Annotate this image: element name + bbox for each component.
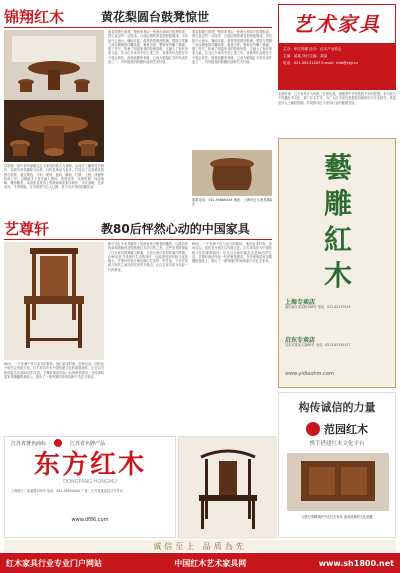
dongfang-sub: DONGFANG HONGMU	[63, 479, 117, 485]
section1-furniture-photo	[4, 30, 104, 100]
masthead-meta2: 主编：某某 执行主编：某某	[283, 54, 328, 58]
dongfang-badge1: 江苏省著名商标	[11, 440, 47, 447]
section1-photo-3	[192, 150, 272, 196]
cabinet-photo-icon	[287, 453, 389, 511]
section1-body-left: 以乾隆一批中美华丽赋宝红木家具的款式为基础，以纯手工雕刻技艺制作，以现代审美趣味为标准，以传世珍品为追求，打造出了这套黄花梨圆台鼓凳。通过精选、开料、配料、刨料、雕刻、打磨、上蜡、烫蜡等传统工序，以精湛木工技艺融入整体，造型优美、比例协调、线条流畅、雕刻精美。本套家具采用上等海南黄花梨木制作，木纹清晰，色泽光亮，手感细腻，宝木的香气沁人心脾，是不可多得的收藏佳品。	[4, 164, 104, 190]
section2-body-right: 80后，一个充满个性与活力的群体，他们追求时尚、崇尚自由，同时也开始关注传统文化。红木家具作为中国传统文化的重要载体，正在以全新的姿态走进80后的生活。艺尊轩深谙年轻一代的审美需求，在传承明清家具精髓的基础上，推出了一系列简约时尚的新中式红木家具。	[192, 242, 272, 264]
section2-headline: 教80后怦然心动的中国家具	[101, 221, 250, 236]
yidiao-ad-title	[279, 145, 397, 299]
yuanmu-photo	[287, 453, 387, 511]
masthead-col-text: 本期导读：红木家具作为传统工艺的结晶，凝聚着中华民族数千年的智慧。本刊致力于传播红木文化，推广红木艺术，为广大红木爱好者提供权威资讯与专业指导。欢迎业内人士踊跃投稿，共同推动红木家具行业的健康发展。	[278, 92, 396, 105]
section1-label: 锦翔红木	[4, 7, 65, 26]
section1-rule	[4, 27, 272, 28]
dongfang-web[interactable]: www.df86.com	[71, 517, 109, 523]
masthead-meta-bar	[279, 43, 395, 89]
svg-text:紅: 紅	[323, 223, 353, 256]
footer-middle: 中国红木艺术家具网	[174, 558, 247, 568]
footer-url[interactable]: www.sh1800.net	[318, 558, 394, 568]
dongfang-seal-icon	[54, 439, 62, 447]
armchair-icon	[4, 242, 104, 360]
dongfang-thumb	[178, 436, 276, 538]
yidiao-addr2-label: 启东专卖店	[285, 337, 316, 344]
yuanmu-ad	[278, 392, 396, 538]
yidiao-addr1-detail: 浦东新区某某路188号 电话：021-62279155	[285, 305, 351, 309]
yidiao-addr2-detail: 启东市某某大道88号 电话：0513-83781417	[285, 343, 351, 347]
svg-text:藝: 藝	[323, 151, 353, 184]
svg-text:木: 木	[323, 259, 353, 292]
section1-contact: 联系电话：021-5988XXXX 地址：上海市红木家具城A区	[192, 198, 272, 207]
section2-header	[4, 218, 274, 238]
section1-header	[4, 6, 274, 26]
yuanmu-brand: 范园红木	[324, 423, 368, 436]
yidiao-web[interactable]: www.yidiaohm.com	[285, 371, 334, 377]
svg-text:雕: 雕	[323, 187, 353, 220]
dongfang-name: 东方红木	[33, 450, 146, 480]
yidiao-logo	[279, 145, 397, 295]
stool-closeup-icon	[192, 150, 272, 196]
footer-bar	[0, 553, 400, 573]
dongfang-addr: 上海展厅：某某路109号 电话：021-5859XXXX 厂址：江苏省某某经济开发区	[11, 489, 123, 493]
section1-body-right: 黄花梨圆台鼓凳，整套家具由一张圆台和四只鼓凳组成，圆台直径约一百厘米，台面由整块黄花梨独板制成，木纹如行云流水，瑰丽多姿。鼓凳造型圆润饱满，凳面与凳腿之间以精细的浮雕装饰，寓意吉祥。整套家具雕工精湛，做工考究，传承了明清家具的经典风格，又融入了现代审美元素，实为红木家具中的上乘之作。该系列作品曾在多个展会获奖，深受收藏家青睐，已成为锦翔红木的代表作品之一，具有极高的收藏价值和艺术价值。	[108, 30, 188, 65]
section1-body-right-2: 黄花梨圆台鼓凳，整套家具由一张圆台和四只鼓凳组成，圆台直径约一百厘米，台面由整块黄花梨独板制成，木纹如行云流水，瑰丽多姿。鼓凳造型圆润饱满，凳面与凳腿之间以精细的浮雕装饰，寓意吉祥。整套家具雕工精湛，做工考究，传承了明清家具的经典风格，又融入了现代审美元素，实为红木家具中的上乘之作。该系列作品曾在多个展会获奖，深受收藏家青睐，已成为锦翔红木的代表作品之一，具有极高的收藏价值和艺术价值。	[192, 30, 272, 65]
yuanmu-brand-row	[279, 421, 395, 437]
stool-set-icon	[4, 100, 104, 162]
dongfang-badges	[5, 437, 175, 449]
masthead-title: 艺术家具	[293, 12, 381, 36]
yidiao-addr1-label: 上海专卖店	[285, 299, 316, 306]
masthead	[278, 4, 396, 90]
round-table-icon	[4, 30, 104, 100]
yuanmu-motto-strip	[4, 540, 396, 552]
masthead-meta1: 主办：华江传媒 协办：红木产业协会	[283, 47, 342, 51]
yuanmu-brand2: 携手搭建红木文化平台	[309, 441, 365, 447]
section1-photo-2	[4, 100, 104, 162]
section2-rule	[4, 239, 272, 240]
section2-chair-photo	[4, 242, 104, 360]
yuanmu-logo-icon	[306, 422, 320, 436]
section2-body-left: 80后，一个充满个性与活力的群体，他们追求时尚、崇尚自由，同时也开始关注传统文化。红木家具作为中国传统文化的重要载体，正在以全新的姿态走进80后的生活。艺尊轩深谙年轻一代的审美需求，在传承明清家具精髓的基础上，推出了一系列简约时尚的新中式红木家具。	[4, 362, 104, 379]
footer-left: 红木家具行业专业门户网站	[6, 558, 102, 568]
chair-thumb-icon	[179, 437, 277, 539]
yuanmu-slogan: 构传诚信的力量	[298, 401, 376, 414]
yidiao-ad	[278, 138, 396, 388]
yuanmu-motto: 诚信至上 品质為先	[153, 541, 247, 551]
yuanmu-footer-slogan: 为您打造精致的中式红木家具 追求经典的文化底蕴	[301, 515, 373, 519]
section1-headline: 黄花梨圆台鼓凳惊世	[101, 9, 210, 24]
dongfang-ad	[4, 436, 176, 538]
masthead-meta3: 电话：021-56131287 E-mail：info@ysjj.cn	[283, 61, 358, 65]
dongfang-badge2: 江苏省名牌产品	[70, 440, 106, 447]
section2-body-mid: 新中式红木家具摒弃了传统家具中繁复的雕饰，以简洁的线条和流畅的造型展现红木的自然之美。这些家具既保留了红木家具的典雅与厚重，又符合现代家居的简约风格，让80后在享受现代生活的同时，也能感受到传统文化的魅力。艺尊轩的设计师们精心打造每一件作品，力求在传统与现代之间找到完美的平衡点，让红木家具成为年轻一代的新宠。	[108, 242, 188, 272]
section2-label: 艺尊轩	[4, 219, 50, 238]
